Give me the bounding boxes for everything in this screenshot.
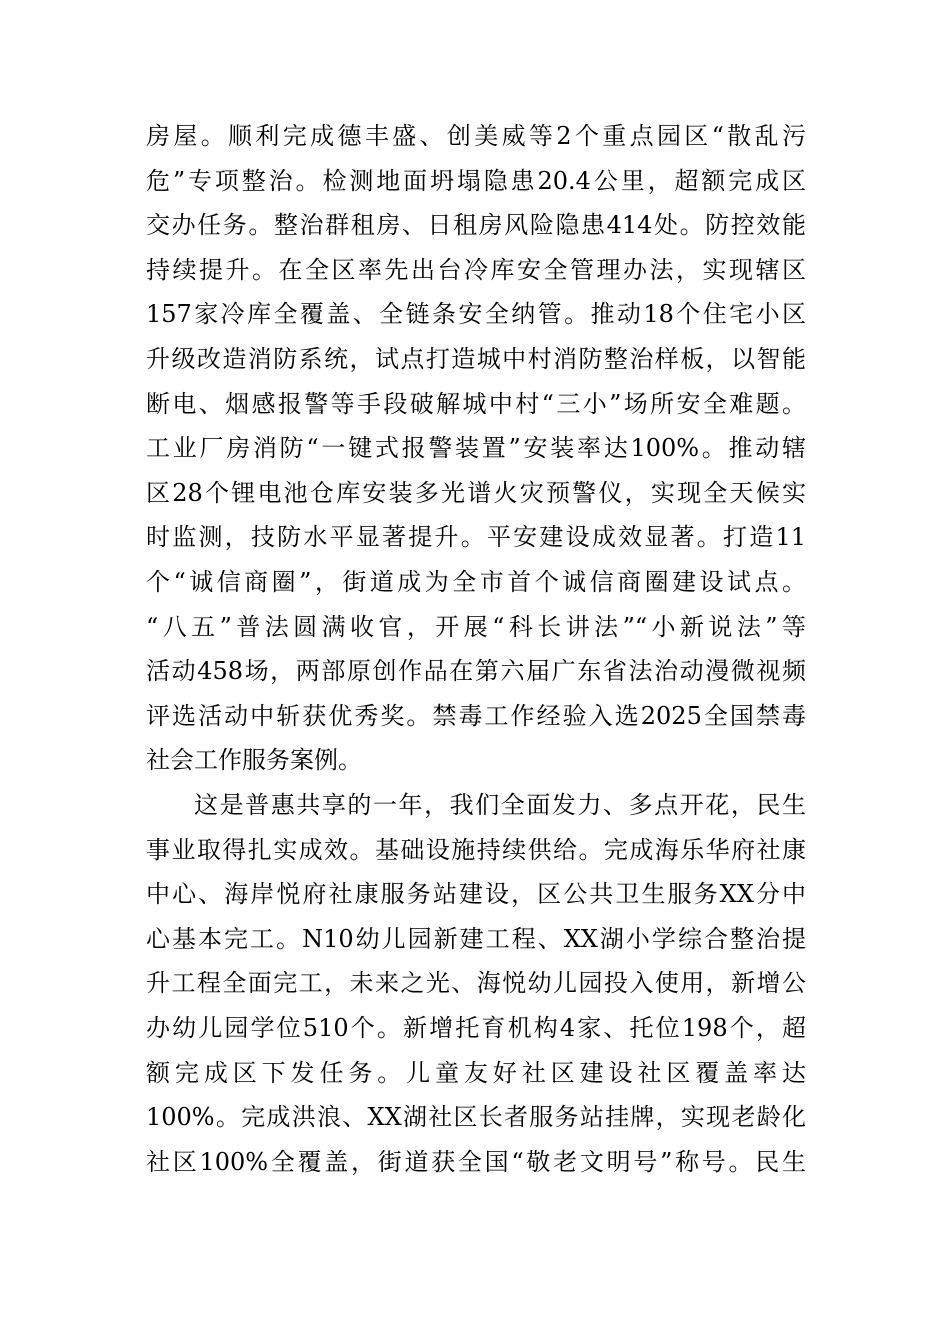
text-line: “八五”普法圆满收官，开展“科长讲法”“小新说法”等	[146, 612, 806, 641]
text-line: 办幼儿园学位510个。新增托育机构4家、托位198个，超	[146, 1013, 806, 1042]
text-line: 事业取得扎实成效。基础设施持续供给。完成海乐华府社康	[146, 835, 806, 864]
text-line: 升工程全面完工，未来之光、海悦幼儿园投入使用，新增公	[146, 969, 806, 998]
text-line: 持续提升。在全区率先出台冷库安全管理办法，实现辖区	[146, 255, 806, 284]
text-line: 社区100%全覆盖，街道获全国“敬老文明号”称号。民生	[146, 1147, 806, 1176]
text-line: 房屋。顺利完成德丰盛、创美威等2个重点园区“散乱污	[146, 122, 806, 150]
text-line: 升级改造消防系统，试点打造城中村消防整治样板，以智能	[146, 344, 806, 373]
text-line: 额完成区下发任务。儿童友好社区建设社区覆盖率达	[146, 1058, 806, 1087]
text-line: 区28个锂电池仓库安装多光谱火灾预警仪，实现全天候实	[146, 478, 806, 507]
text-line: 危”专项整治。检测地面坍塌隐患20.4公里，超额完成区	[146, 166, 806, 195]
text-line: 100%。完成洪浪、XX湖社区长者服务站挂牌，实现老龄化	[146, 1103, 806, 1132]
text-line: 活动458场，两部原创作品在第六届广东省法治动漫微视频	[146, 657, 806, 686]
text-line: 工业厂房消防“一键式报警装置”安装率达100%。推动辖	[146, 434, 806, 463]
body-paragraph-1	[146, 114, 806, 783]
text-line: 心基本完工。N10幼儿园新建工程、XX湖小学综合整治提	[146, 924, 806, 953]
text-line: 时监测，技防水平显著提升。平安建设成效显著。打造11	[146, 523, 806, 552]
text-line: 157家冷库全覆盖、全链条安全纳管。推动18个住宅小区	[146, 300, 806, 329]
text-line: 个“诚信商圈”，街道成为全市首个诚信商圈建设试点。	[146, 567, 806, 596]
text-line: 这是普惠共享的一年，我们全面发力、多点开花，民生	[194, 791, 806, 819]
text-line: 断电、烟感报警等手段破解城中村“三小”场所安全难题。	[146, 389, 806, 418]
text-line: 中心、海岸悦府社康服务站建设，区公共卫生服务XX分中	[146, 880, 806, 909]
text-line: 评选活动中斩获优秀奖。禁毒工作经验入选2025全国禁毒	[146, 701, 806, 730]
body-paragraph-2	[146, 783, 806, 1184]
text-line: 交办任务。整治群租房、日租房风险隐患414处。防控效能	[146, 211, 806, 240]
text-line: 社会工作服务案例。	[146, 746, 362, 775]
